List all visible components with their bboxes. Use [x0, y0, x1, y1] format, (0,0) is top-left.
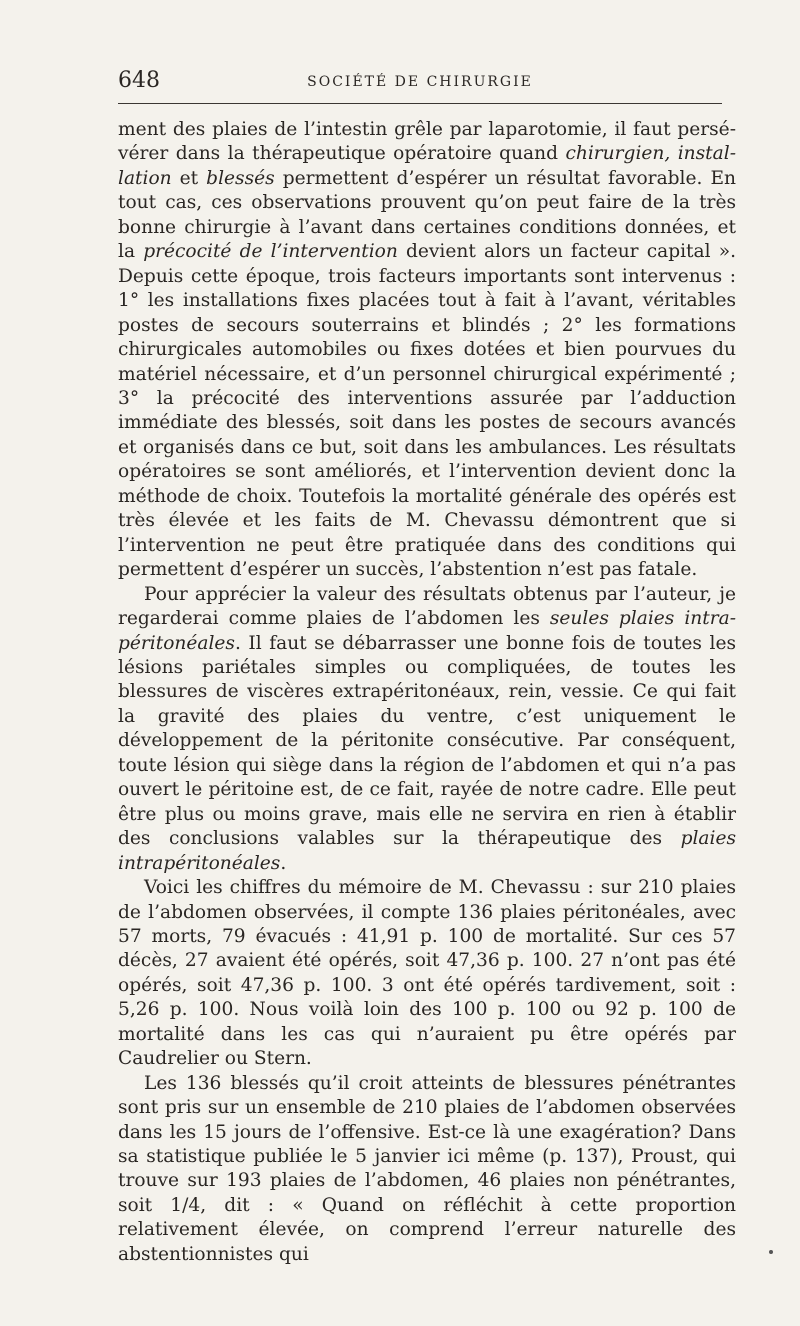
paragraph-4	[118, 1072, 736, 1268]
paragraph-1	[118, 118, 736, 583]
page-header	[118, 68, 722, 98]
text-run: permettent d’espérer un résultat favorable. En tout cas, ces observations prouvent qu’on peut faire de la très bonne chirurgie à l’avant dans certaines conditions données, et la	[118, 167, 737, 263]
running-head: SOCIÉTÉ DE CHIRURGIE	[307, 74, 533, 90]
body-text	[118, 118, 736, 1267]
header-rule	[118, 103, 722, 104]
page-number: 648	[118, 68, 160, 93]
text-run: Les 136 blessés qu’il croit atteints de blessures pénétrantes sont pris sur un ensemble de 210 plaies de l’abdomen observées dans les 15 jours de l’offensive. Est-ce là une exagération? Dans sa statistique publiée le 5 janvier ici même (p. 137), Proust, qui trouve sur 193 plaies de l’abdomen, 46 plaies non pénétrantes, soit 1/4, dit : « Quand on réfléchit à cette proportion relativement élevée, on comprend l’erreur naturelle des abstentionnistes qui	[118, 1072, 736, 1265]
italic-run: chirurgien, installation	[118, 143, 736, 189]
text-run: .	[280, 852, 287, 874]
text-run: . Il faut se débarrasser une bonne fois de toutes les lésions pariétales simples ou compliquées, de toutes les blessures de viscères extrapéritonéaux, rein, vessie. Ce qui fait la gravité des plaies du ventre, c’est uniquement le développement de la péritonite consécutive. Par conséquent, toute lésion qui siège dans la région de l’abdomen et qui n’a pas ouvert le péritoine est, de ce fait, rayée de notre cadre. Elle peut être plus ou moins grave, mais elle ne servira en rien à établir des conclusions valables sur la thérapeutique des	[118, 632, 736, 850]
paragraph-2	[118, 583, 736, 876]
italic-run: précocité de l’intervention	[143, 241, 398, 263]
ink-speck	[769, 1250, 773, 1254]
text-run: devient alors un facteur capital ». Depuis cette époque, trois facteurs importants sont intervenus : 1° les installations fixes placées tout à fait à l’avant, véritables postes de secours souterrains et blindés ; 2° les formations chirurgicales automobiles ou fixes dotées et bien pourvues du matériel nécessaire, et d’un personnel chirurgical expérimenté ; 3° la précocité des interventions assurée par l’adduction immédiate des blessés, soit dans les postes de secours avancés et organisés dans ce but, soit dans les ambulances. Les résultats opératoires se sont améliorés, et l’intervention devient donc la méthode de choix. Toutefois la mortalité générale des opérés est très élevée et les faits de M. Chevassu démontrent que si l’intervention ne peut être pratiquée dans des conditions qui permettent d’espérer un succès, l’abstention n’est pas fatale.	[118, 241, 736, 581]
paragraph-3	[118, 876, 736, 1072]
italic-run: seules plaies intrapéritonéales	[118, 608, 736, 654]
italic-run: plaies intrapéritonéales	[118, 828, 736, 874]
text-run: ment des plaies de l’intestin grêle par laparotomie, il faut persévérer dans la thérapeutique opératoire quand	[118, 119, 736, 165]
text-run: et	[171, 167, 207, 189]
text-run: Pour apprécier la valeur des résultats obtenus par l’auteur, je regarderai comme plaies de l’abdomen les	[118, 583, 736, 630]
text-run: Voici les chiffres du mémoire de M. Chevassu : sur 210 plaies de l’abdomen observées, il compte 136 plaies péritonéales, avec 57 morts, 79 évacués : 41,91 p. 100 de mortalité. Sur ces 57 décès, 27 avaient été opérés, soit 47,36 p. 100. 27 n’ont pas été opérés, soit 47,36 p. 100. 3 ont été opérés tardivement, soit : 5,26 p. 100. Nous voilà loin des 100 p. 100 ou 92 p. 100 de mortalité dans les cas qui n’auraient pu être opérés par Caudrelier ou Stern.	[118, 877, 736, 1070]
italic-run: blessés	[206, 167, 275, 189]
